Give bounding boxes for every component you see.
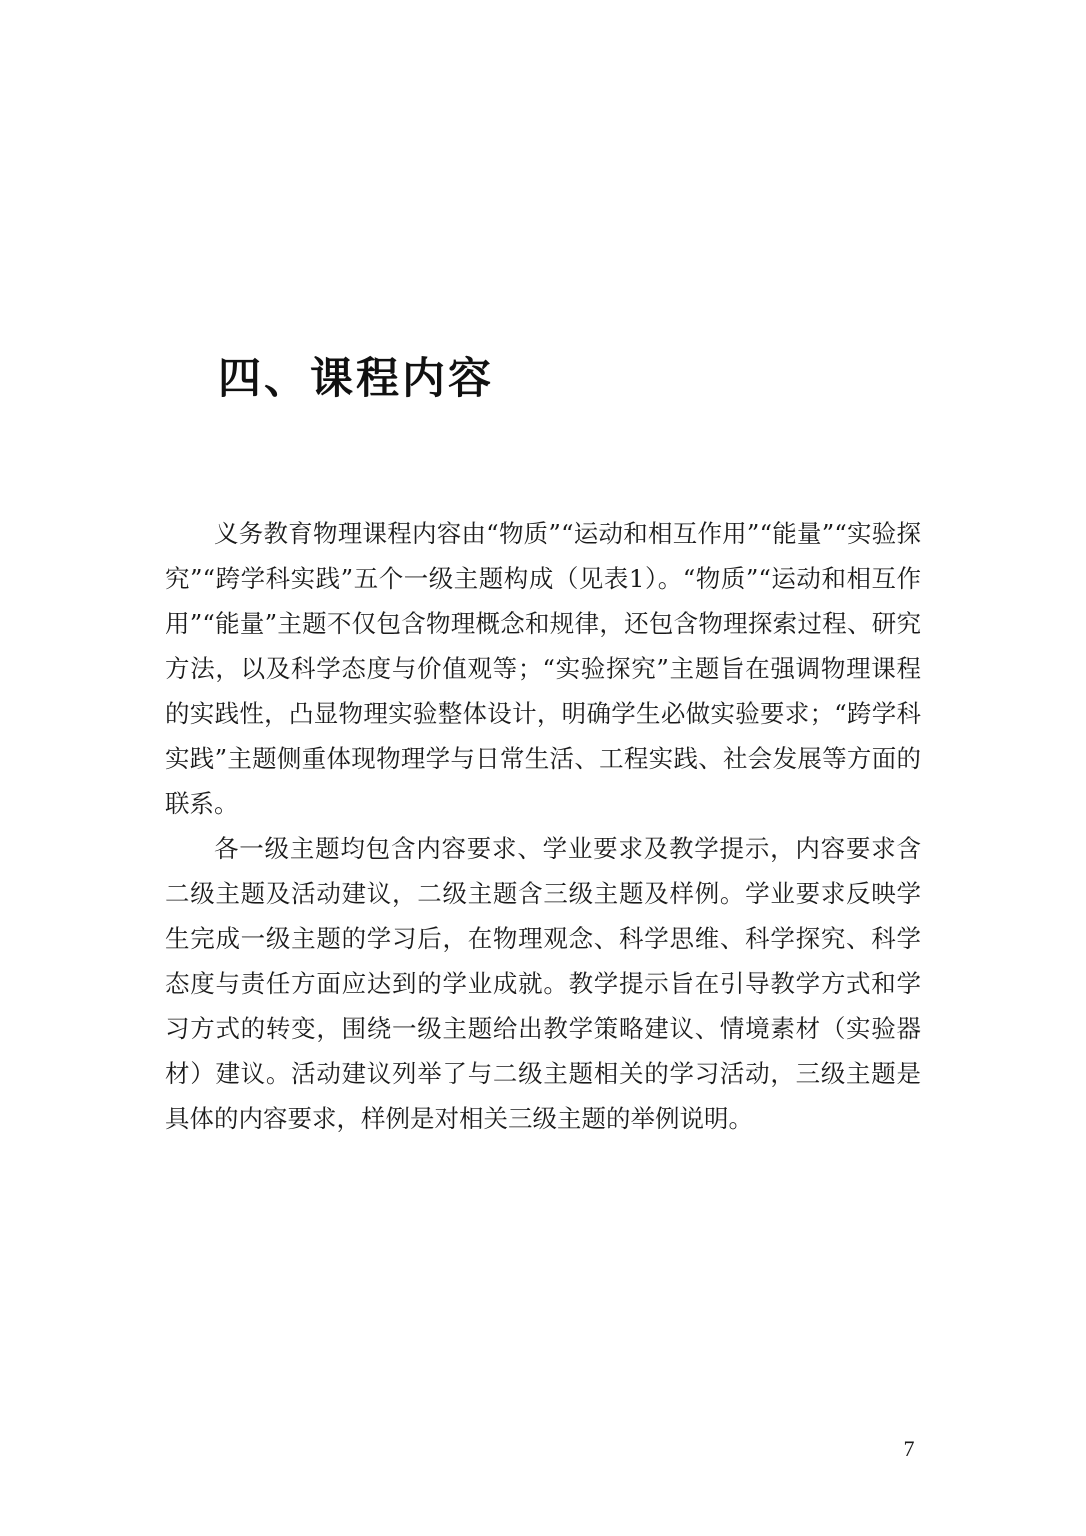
paragraph-1: 义务教育物理课程内容由“物质”“运动和相互作用”“能量”“实验探究”“跨学科实践”五个一级主题构成（见表1）。“物质”“运动和相互作用”“能量”主题不仅包含物理概念和规律，还包含物理探索过程、研究方法，以及科学态度与价值观等；“实验探究”主题旨在强调物理课程的实践性，凸显物理实验整体设计，明确学生必做实验要求；“跨学科实践”主题侧重体现物理学与日常生活、工程实践、社会发展等方面的联系。	[165, 519, 921, 818]
page-number: 7	[903, 1436, 915, 1461]
body-text	[165, 511, 921, 1141]
paragraph-2: 各一级主题均包含内容要求、学业要求及教学提示，内容要求含二级主题及活动建议，二级主题含三级主题及样例。学业要求反映学生完成一级主题的学习后，在物理观念、科学思维、科学探究、科学态度与责任方面应达到的学业成就。教学提示旨在引导教学方式和学习方式的转变，围绕一级主题给出教学策略建议、情境素材（实验器材）建议。活动建议列举了与二级主题相关的学习活动，三级主题是具体的内容要求，样例是对相关三级主题的举例说明。	[165, 834, 921, 1133]
section-title: 四、课程内容	[218, 354, 494, 404]
